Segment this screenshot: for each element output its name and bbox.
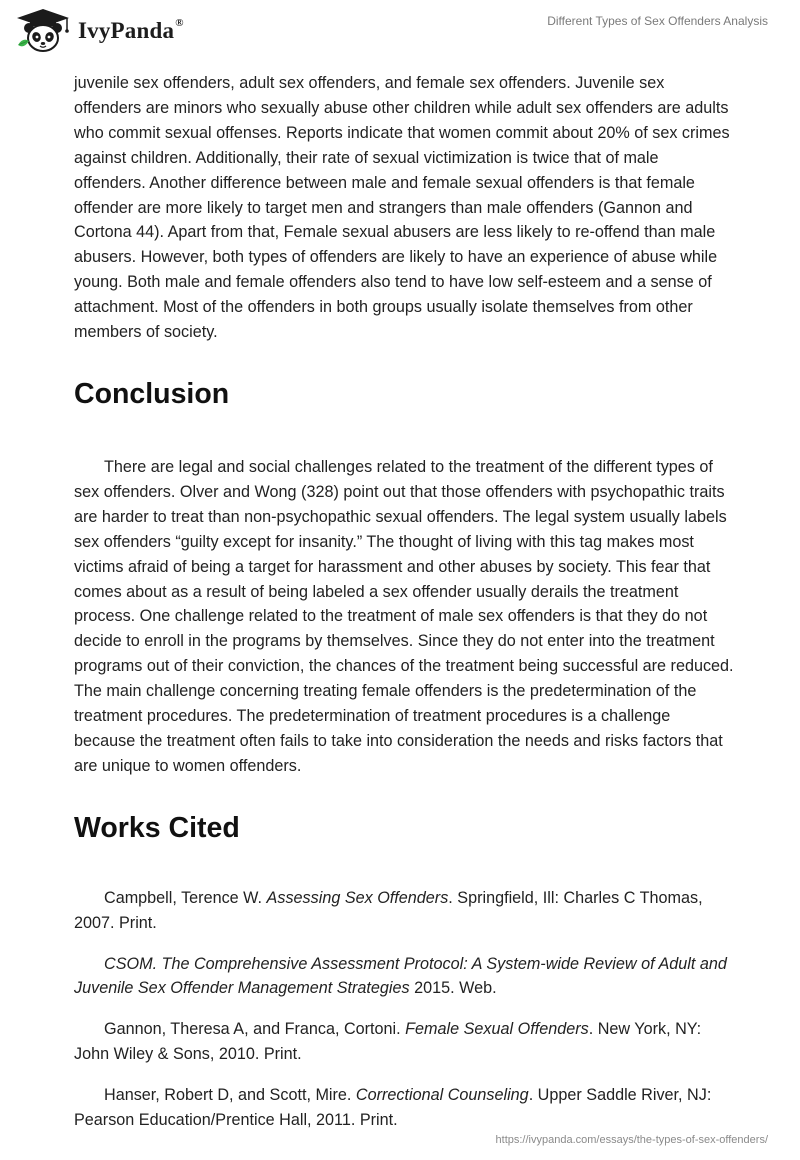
essay-content [74,71,734,1133]
reference-publication: . New York, NY: John Wiley & Sons, 2010. Print. [74,1020,702,1064]
reference-entry [74,1017,734,1067]
reference-authors: Hanser, Robert D, and Scott, Mire. [104,1086,356,1105]
reference-title: Assessing Sex Offenders [266,888,449,907]
works-cited-heading: Works Cited [74,811,240,844]
page-header [0,0,800,70]
reference-title: Female Sexual Offenders [405,1020,589,1039]
reference-publication: . Springfield, Ill: Charles C Thomas, 2007. Print. [74,888,703,932]
reference-title: CSOM. The Comprehensive Assessment Protocol: A System-wide Review of Adult and Juvenile Sex Offender Management Strategies [74,954,727,998]
logo-text: IvyPanda [78,18,175,43]
logo-wordmark [78,18,184,44]
reference-publication: . Upper Saddle River, NJ: Pearson Education/Prentice Hall, 2011. Print. [74,1086,712,1130]
body-paragraph: juvenile sex offenders, adult sex offenders, and female sex offenders. Juvenile sex offenders are minors who sexually abuse other children while adult sex offenders are adults who commit sexual offenses. Reports indicate that women commit about 20% of sex crimes against children. Additionally, their rate of sexual victimization is twice that of male offenders. Another difference between male and female sexual offenders is that female offender are more likely to target men and strangers than male offenders (Gannon and Cortona 44). Apart from that, Female sexual abusers are less likely to re-offend than male abusers. However, both types of offenders are likely to have an experience of abuse while young. Both male and female offenders also tend to have low self-esteem and a sense of attachment. Most of the offenders in both groups usually isolate themselves from other members of society. [74,74,730,342]
reference-publication: 2015. Web. [409,979,497,998]
reference-authors: Campbell, Terence W. [104,888,267,907]
panda-graduate-icon [14,8,72,54]
reference-entry [74,952,734,1002]
conclusion-paragraph: There are legal and social challenges related to the treatment of the different types of sex offenders. Olver and Wong (328) point out that those offenders with psychopathic traits are harder to treat than non-psychopathic sexual offenders. The legal system usually labels sex offenders “guilty except for insanity.” The thought of living with this tag makes most victims afraid of being a target for harassment and other abuses by society. This fear that comes about as a result of being labeled a sex offender usually derails the treatment process. One challenge related to the treatment of male sex offenders is that they do not decide to enroll in the programs by themselves. Since they do not enter into the treatment programs out of their conviction, the chances of the treatment being successful are reduced. The main challenge concerning treating female offenders is the predetermination of the treatment procedures. The predetermination of treatment procedures is a challenge because the treatment often fails to take into consideration the needs and risks factors that are unique to women offenders. [74,457,734,775]
document-title: Different Types of Sex Offenders Analysis [547,14,768,28]
reference-entry [74,886,734,936]
reference-title: Correctional Counseling [355,1086,529,1105]
registered-mark: ® [175,17,184,30]
reference-authors: Gannon, Theresa A, and Franca, Cortoni. [104,1020,406,1039]
ivypanda-logo[interactable] [14,8,184,54]
footer-url[interactable]: https://ivypanda.com/essays/the-types-of-sex-offenders/ [495,1134,768,1146]
reference-entry [74,1083,734,1133]
conclusion-heading: Conclusion [74,377,230,410]
